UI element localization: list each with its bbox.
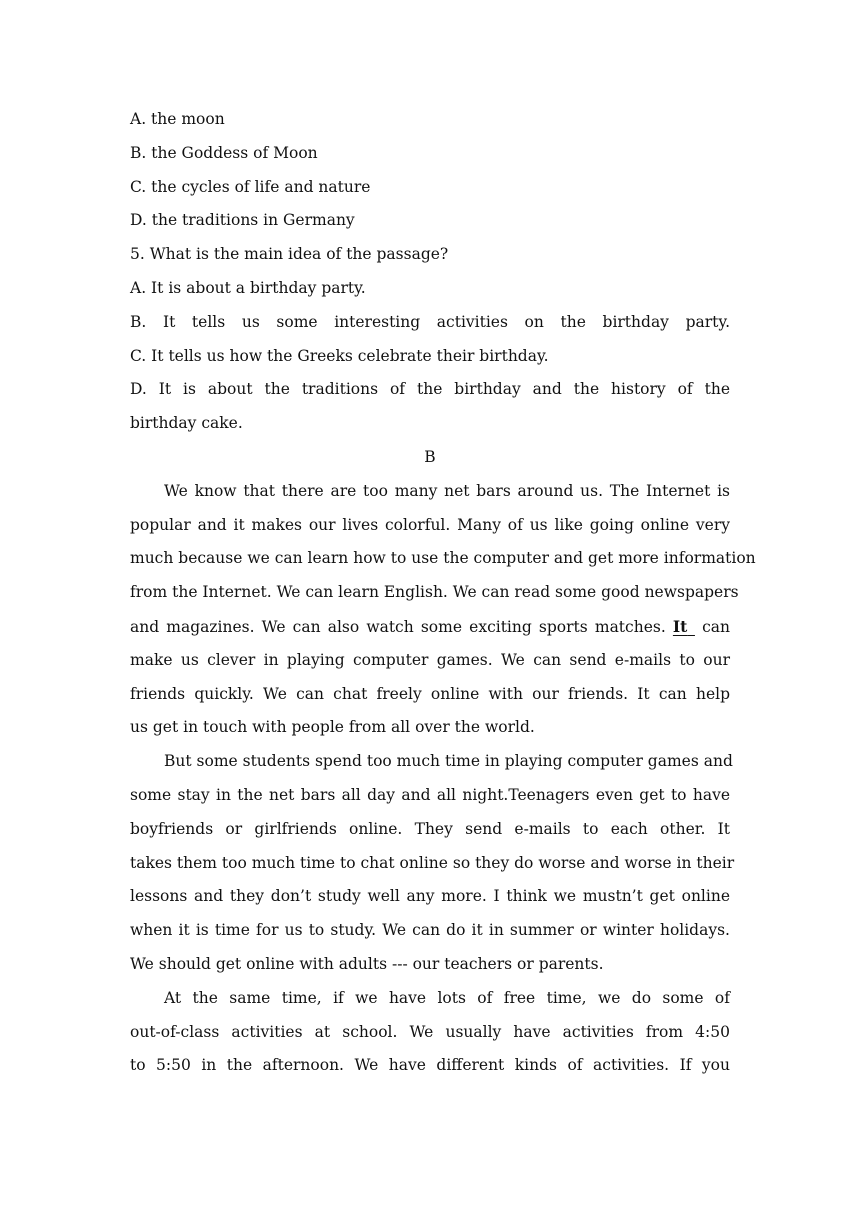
paragraph-line: some stay in the net bars all day and all night.Teenagers even get to have bbox=[130, 785, 730, 804]
q4-option-c: C. the cycles of life and nature bbox=[130, 177, 371, 196]
q4-option-b: B. the Goddess of Moon bbox=[130, 143, 318, 162]
q4-option-d: D. the traditions in Germany bbox=[130, 211, 355, 230]
paragraph-line: At the same time, if we have lots of free time, we do some of bbox=[164, 988, 730, 1007]
paragraph-line-with-underlined-word bbox=[130, 610, 730, 644]
paragraph-line: us get in touch with people from all over the world. bbox=[130, 718, 535, 737]
paragraph-line: friends quickly. We can chat freely online with our friends. It can help bbox=[130, 684, 730, 703]
section-heading: B bbox=[424, 447, 436, 466]
paragraph-line: out-of-class activities at school. We usually have activities from 4:50 bbox=[130, 1022, 730, 1041]
line-text: and magazines. We can also watch some exciting sports matches. bbox=[130, 617, 666, 636]
q5-question: 5. What is the main idea of the passage? bbox=[130, 245, 449, 264]
paragraph-line: from the Internet. We can learn English. We can read some good newspapers bbox=[130, 583, 739, 602]
paragraph-3 bbox=[130, 982, 730, 1083]
paragraph-line: popular and it makes our lives colorful. Many of us like going online very bbox=[130, 515, 730, 534]
document-page bbox=[130, 103, 756, 1083]
q5-option-d: D. It is about the traditions of the birthday and the history of the bbox=[130, 380, 730, 399]
paragraph-2 bbox=[130, 745, 735, 982]
q5-option-a: A. It is about a birthday party. bbox=[130, 278, 366, 297]
paragraph-line: We know that there are too many net bars around us. The Internet is bbox=[164, 481, 730, 500]
q5-option-d-continued: birthday cake. bbox=[130, 414, 243, 433]
q5-option-c: C. It tells us how the Greeks celebrate their birthday. bbox=[130, 346, 549, 365]
q4-option-a: A. the moon bbox=[130, 110, 225, 128]
paragraph-1 bbox=[130, 475, 756, 745]
underlined-word: It bbox=[672, 616, 688, 636]
paragraph-line: But some students spend too much time in playing computer games and bbox=[164, 752, 733, 771]
paragraph-line: boyfriends or girlfriends online. They send e-mails to each other. It bbox=[130, 819, 730, 838]
q5-option-b: B. It tells us some interesting activities on the birthday party. bbox=[130, 312, 730, 331]
paragraph-line: lessons and they don’t study well any more. I think we mustn’t get online bbox=[130, 887, 730, 906]
paragraph-line: to 5:50 in the afternoon. We have different kinds of activities. If you bbox=[130, 1056, 730, 1075]
paragraph-line: when it is time for us to study. We can do it in summer or winter holidays. bbox=[130, 921, 730, 940]
paragraph-line: We should get online with adults --- our teachers or parents. bbox=[130, 954, 604, 973]
paragraph-line: make us clever in playing computer games. We can send e-mails to our bbox=[130, 650, 730, 669]
paragraph-line: takes them too much time to chat online so they do worse and worse in their bbox=[130, 853, 735, 872]
line-text-end: can bbox=[702, 617, 730, 636]
paragraph-line: much because we can learn how to use the computer and get more information bbox=[130, 549, 756, 568]
